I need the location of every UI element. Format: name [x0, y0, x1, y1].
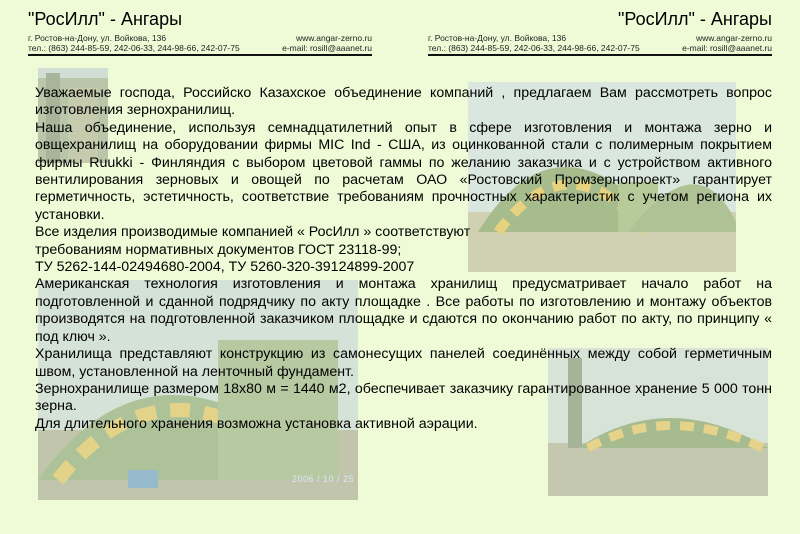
- company-name: "РосИлл" - Ангары: [28, 9, 183, 29]
- header-rule-right: [428, 54, 772, 56]
- paragraph-aeration: Для длительного хранения возможна установка активной аэрации.: [35, 415, 478, 432]
- paragraph-capacity: Зернохранилище размером 18х80 м = 1440 м2, обеспечивает заказчику гарантированное хранение 5 000 тонн зерна.: [35, 380, 772, 415]
- letterhead-right: [428, 8, 772, 53]
- company-name: "РосИлл" - Ангары: [617, 9, 772, 29]
- letter-body: [35, 85, 772, 433]
- address-line: [428, 33, 772, 43]
- paragraph-construction: Хранилища представляют конструкцию из самонесущих панелей соединённых между собой герметичным швом, установленной на ленточный фундамент.: [35, 346, 772, 380]
- paragraph-company: Наша объединение, используя семнадцатилетний опыт в сфере изготовления и монтажа зерно и овщехранилищ на оборудовании фирмы MIC Ind - США, из оцинкованной стали с полимерным покрытием фирмы Ruukki - Финляндия с выбором цветовой гаммы по желанию заказчика и с устройством активного вентилирования зерновых и овощей по расчетам ОАО «Ростовский Промзернопроект» гарантирует герметичность, эстетичность, соответствие требованиям прочностных характеристик с учетом региона их установки.: [35, 119, 772, 223]
- paragraph-compliance: Все изделия производимые компанией « РосИлл » соответствуют: [35, 224, 471, 241]
- address: г. Ростов-на-Дону, ул. Войкова, 136: [28, 33, 167, 43]
- paragraph-standards: требованиям нормативных документов ГОСТ 23118-99;: [35, 241, 402, 258]
- phones: тел.: (863) 244-85-59, 242-06-33, 244-98-66, 242-07-75: [28, 43, 240, 53]
- letterhead-left: [28, 8, 372, 53]
- contact-line: [428, 43, 772, 53]
- email-link[interactable]: e-mail: rosill@aaanet.ru: [282, 43, 372, 53]
- address: г. Ростов-на-Дону, ул. Войкова, 136: [428, 33, 567, 43]
- website-link[interactable]: www.angar-zerno.ru: [695, 33, 772, 43]
- address-line: [28, 33, 372, 43]
- photo-date-stamp: 2006 / 10 / 25: [292, 474, 355, 484]
- paragraph-greeting: Уважаемые господа, Российско Казахское объединение компаний , предлагаем Вам рассмотреть вопрос изготовления зернохранилищ.: [35, 85, 772, 119]
- website-link[interactable]: www.angar-zerno.ru: [295, 33, 372, 43]
- header-rule-left: [28, 54, 372, 56]
- email-link[interactable]: e-mail: rosill@aaanet.ru: [682, 43, 772, 53]
- phones: тел.: (863) 244-85-59, 242-06-33, 244-98-66, 242-07-75: [428, 43, 640, 53]
- paragraph-technology: Американская технология изготовления и монтажа хранилищ предусматривает начало работ на подготовленной и сданной подрядчику по акту площадке . Все работы по изготовлению и монтажу объектов производятся на подготовленной заказчиком площадке и сдаются по окончанию работ по акту, по принципу « под ключ ».: [35, 276, 772, 345]
- contact-line: [28, 43, 372, 53]
- paragraph-specs: ТУ 5262-144-02494680-2004, ТУ 5260-320-39124899-2007: [35, 259, 415, 276]
